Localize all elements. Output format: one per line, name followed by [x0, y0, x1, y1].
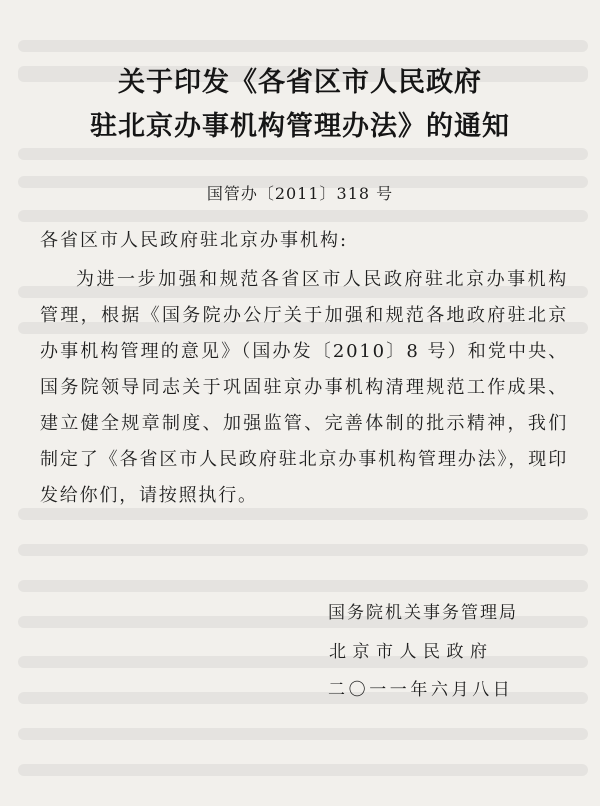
document-title-line-1: 关于印发《各省区市人民政府: [118, 67, 482, 98]
body-paragraph: 为进一步加强和规范各省区市人民政府驻北京办事机构管理，根据《国务院办公厅关于加强和规范各地政府驻北京办事机构管理的意见》（国办发〔2010〕8 号）和党中央、国务院领导同志关于巩固驻京办事机构清理规范工作成果、建立健全规章制度、加强监管、完善体制的批示精神，我们制定了《各省区市人民政府驻北京办事机构管理办法》，现印发给你们，请按照执行。: [40, 269, 568, 506]
issue-date: 二〇一一年六月八日: [328, 680, 514, 700]
recipient-line: 各省区市人民政府驻北京办事机构:: [40, 230, 349, 251]
document-number: 国管办〔2011〕318 号: [206, 184, 394, 203]
signatory-1: 国务院机关事务管理局: [328, 603, 518, 623]
document-title-line-2: 驻北京办事机构管理办法》的通知: [90, 111, 510, 142]
signatory-2: 北京市人民政府: [329, 642, 494, 662]
